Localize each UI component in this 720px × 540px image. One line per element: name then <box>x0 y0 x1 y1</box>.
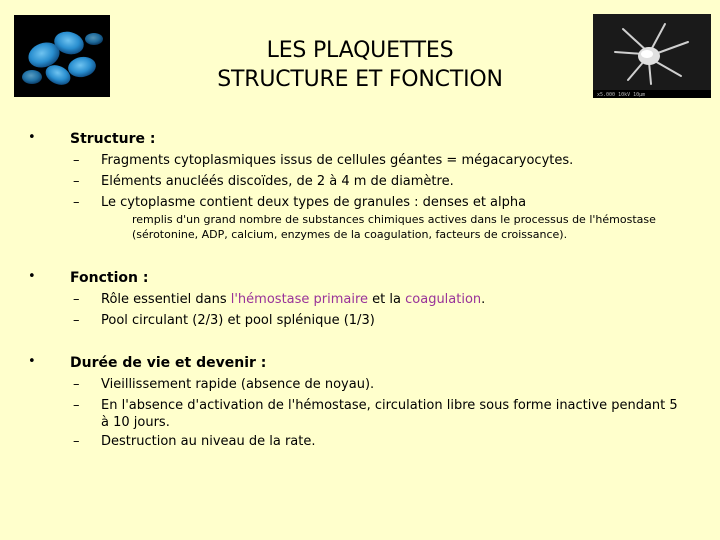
link-hemostase-primaire[interactable]: l'hémostase primaire <box>230 292 369 307</box>
dash-icon: – <box>73 434 80 449</box>
sem-platelet-image <box>593 14 711 98</box>
dash-icon: – <box>73 195 80 210</box>
link-coagulation[interactable]: coagulation <box>405 292 482 307</box>
dash-icon: – <box>73 153 80 168</box>
sem-caption: x5.000 10kV 10µm <box>597 92 646 98</box>
title-line-1: LES PLAQUETTES <box>266 38 454 63</box>
section-heading: Fonction : <box>70 270 149 286</box>
bullet-icon: • <box>28 130 36 145</box>
dash-icon: – <box>73 377 80 392</box>
title-line-2: STRUCTURE ET FONCTION <box>217 67 503 92</box>
dash-icon: – <box>73 313 80 328</box>
dash-icon: – <box>73 398 80 413</box>
page-title <box>150 36 570 94</box>
section-heading: Structure : <box>70 131 156 147</box>
section-heading: Durée de vie et devenir : <box>70 355 267 371</box>
granules-note: remplis d'un grand nombre de substances chimiques actives dans le processus de l'hémostase (sérotonine, ADP, calcium, enzymes de la coagulation, facteurs de croissance). <box>132 213 656 241</box>
bullet-icon: • <box>28 354 36 369</box>
dash-icon: – <box>73 292 80 307</box>
blue-platelets-image <box>14 15 110 97</box>
dash-icon: – <box>73 174 80 189</box>
bullet-icon: • <box>28 269 36 284</box>
